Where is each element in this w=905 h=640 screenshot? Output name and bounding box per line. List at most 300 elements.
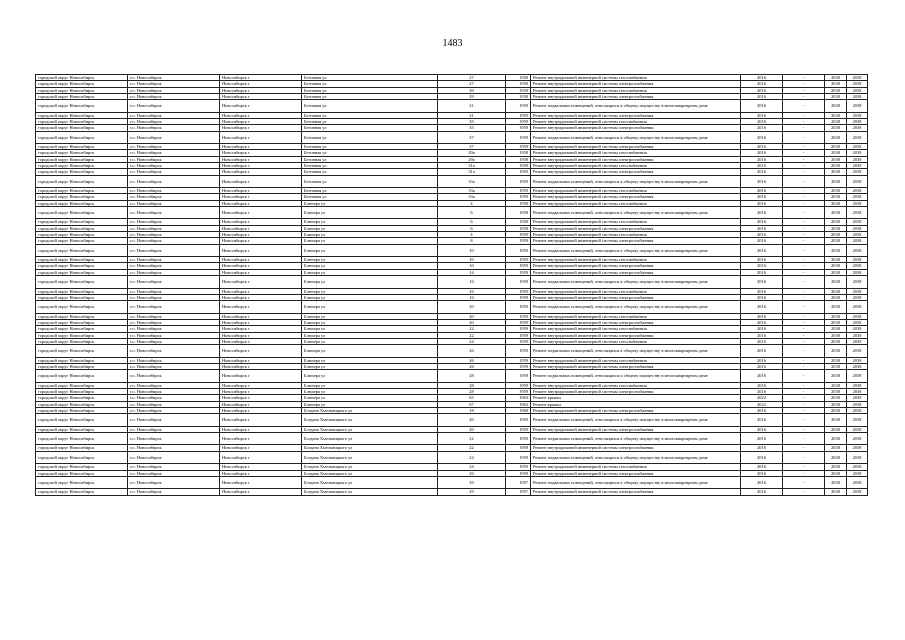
house-number-cell: 65	[438, 395, 506, 401]
end-year-cell: 2038	[825, 389, 847, 395]
settlement-cell: г.о. Новосибирск	[128, 276, 220, 289]
final-year-cell: 2038	[847, 263, 868, 269]
dash-cell: -	[783, 112, 825, 118]
dash-cell: -	[783, 288, 825, 294]
end-year-cell: 2038	[825, 363, 847, 369]
settlement-cell: г.о. Новосибирск	[128, 476, 220, 489]
build-year-cell: 1958	[506, 156, 531, 162]
plan-year-cell: 2016	[741, 269, 783, 275]
plan-year-cell: 2016	[741, 194, 783, 200]
work-type-cell: Ремонт внутридомовой инженерной системы электроснабжения	[531, 112, 741, 118]
municipality-cell: городской округ Новосибирск	[36, 93, 128, 99]
table-row	[36, 414, 868, 427]
house-number-cell: 16	[438, 288, 506, 294]
settlement-cell: г.о. Новосибирск	[128, 313, 220, 319]
settlement-cell: г.о. Новосибирск	[128, 363, 220, 369]
end-year-cell: 2038	[825, 75, 847, 81]
final-year-cell: 2038	[847, 81, 868, 87]
city-cell: Новосибирск г	[220, 269, 302, 275]
dash-cell: -	[783, 313, 825, 319]
municipality-cell: городской округ Новосибирск	[36, 188, 128, 194]
dash-cell: -	[783, 269, 825, 275]
build-year-cell: 1959	[506, 345, 531, 358]
dash-cell: -	[783, 244, 825, 257]
city-cell: Новосибирск г	[220, 470, 302, 476]
street-cell: Блюхера ул	[302, 326, 438, 332]
municipality-cell: городской округ Новосибирск	[36, 200, 128, 206]
end-year-cell: 2038	[825, 301, 847, 314]
municipality-cell: городской округ Новосибирск	[36, 112, 128, 118]
build-year-cell: 1958	[506, 200, 531, 206]
end-year-cell: 2038	[825, 238, 847, 244]
end-year-cell: 2038	[825, 294, 847, 300]
city-cell: Новосибирск г	[220, 363, 302, 369]
plan-year-cell: 2016	[741, 206, 783, 219]
city-cell: Новосибирск г	[220, 150, 302, 156]
work-type-cell: Ремонт внутридомовой инженерной системы газоснабжения	[531, 232, 741, 238]
work-type-cell: Ремонт внутридомовой инженерной системы электроснабжения	[531, 93, 741, 99]
municipality-cell: городской округ Новосибирск	[36, 75, 128, 81]
street-cell: Богдана Хмельницкого ул	[302, 432, 438, 445]
work-type-cell: Ремонт внутридомовой инженерной системы газоснабжения	[531, 382, 741, 388]
city-cell: Новосибирск г	[220, 112, 302, 118]
work-type-cell: Ремонт подвальных помещений, относящихся к общему имуществу в многоквартирном доме	[531, 206, 741, 219]
city-cell: Новосибирск г	[220, 313, 302, 319]
settlement-cell: г.о. Новосибирск	[128, 338, 220, 344]
build-year-cell: 1959	[506, 125, 531, 131]
plan-year-cell: 2016	[741, 150, 783, 156]
build-year-cell: 1959	[506, 389, 531, 395]
build-year-cell: 1959	[506, 445, 531, 451]
house-number-cell: 31	[438, 100, 506, 113]
plan-year-cell: 2016	[741, 156, 783, 162]
city-cell: Новосибирск г	[220, 451, 302, 464]
city-cell: Новосибирск г	[220, 345, 302, 358]
final-year-cell: 2038	[847, 219, 868, 225]
house-number-cell: 35	[438, 125, 506, 131]
work-type-cell: Ремонт внутридомовой инженерной системы газоснабжения	[531, 150, 741, 156]
municipality-cell: городской округ Новосибирск	[36, 451, 128, 464]
work-type-cell: Ремонт внутридомовой инженерной системы электроснабжения	[531, 194, 741, 200]
house-number-cell: 20	[438, 426, 506, 432]
city-cell: Новосибирск г	[220, 407, 302, 413]
dash-cell: -	[783, 319, 825, 325]
final-year-cell: 2038	[847, 131, 868, 144]
plan-year-cell: 2016	[741, 332, 783, 338]
final-year-cell: 2038	[847, 319, 868, 325]
settlement-cell: г.о. Новосибирск	[128, 81, 220, 87]
city-cell: Новосибирск г	[220, 144, 302, 150]
municipality-cell: городской округ Новосибирск	[36, 294, 128, 300]
settlement-cell: г.о. Новосибирск	[128, 370, 220, 383]
table-row	[36, 345, 868, 358]
plan-year-cell: 2016	[741, 276, 783, 289]
house-number-cell: 31а	[438, 169, 506, 175]
dash-cell: -	[783, 263, 825, 269]
work-type-cell: Ремонт подвальных помещений, относящихся к общему имуществу в многоквартирном доме	[531, 131, 741, 144]
city-cell: Новосибирск г	[220, 169, 302, 175]
build-year-cell: 1959	[506, 338, 531, 344]
final-year-cell: 2038	[847, 326, 868, 332]
build-year-cell: 1958	[506, 87, 531, 93]
dash-cell: -	[783, 389, 825, 395]
end-year-cell: 2038	[825, 150, 847, 156]
settlement-cell: г.о. Новосибирск	[128, 326, 220, 332]
end-year-cell: 2038	[825, 100, 847, 113]
build-year-cell: 1959	[506, 464, 531, 470]
settlement-cell: г.о. Новосибирск	[128, 244, 220, 257]
table-row	[36, 301, 868, 314]
final-year-cell: 2038	[847, 445, 868, 451]
street-cell: Блюхера ул	[302, 313, 438, 319]
work-type-cell: Ремонт подвальных помещений, относящихся к общему имуществу в многоквартирном доме	[531, 345, 741, 358]
dash-cell: -	[783, 414, 825, 427]
end-year-cell: 2038	[825, 407, 847, 413]
build-year-cell: 1959	[506, 238, 531, 244]
municipality-cell: городской округ Новосибирск	[36, 363, 128, 369]
house-number-cell: 28	[438, 382, 506, 388]
work-type-cell: Ремонт подвальных помещений, относящихся к общему имуществу в многоквартирном доме	[531, 451, 741, 464]
municipality-cell: городской округ Новосибирск	[36, 382, 128, 388]
final-year-cell: 2038	[847, 389, 868, 395]
house-number-cell: 10	[438, 244, 506, 257]
street-cell: Блюхера ул	[302, 332, 438, 338]
dash-cell: -	[783, 276, 825, 289]
build-year-cell: 1959	[506, 232, 531, 238]
street-cell: Бетонная ул	[302, 131, 438, 144]
table-row	[36, 489, 868, 495]
house-number-cell: 20	[438, 319, 506, 325]
build-year-cell: 1959	[506, 426, 531, 432]
work-type-cell: Ремонт внутридомовой инженерной системы электроснабжения	[531, 263, 741, 269]
end-year-cell: 2038	[825, 200, 847, 206]
street-cell: Бетонная ул	[302, 175, 438, 188]
final-year-cell: 2038	[847, 100, 868, 113]
final-year-cell: 2038	[847, 93, 868, 99]
work-type-cell: Ремонт внутридомовой инженерной системы газоснабжения	[531, 288, 741, 294]
final-year-cell: 2038	[847, 332, 868, 338]
house-number-cell: 4	[438, 200, 506, 206]
final-year-cell: 2038	[847, 125, 868, 131]
dash-cell: -	[783, 382, 825, 388]
end-year-cell: 2038	[825, 445, 847, 451]
municipality-cell: городской округ Новосибирск	[36, 470, 128, 476]
dash-cell: -	[783, 432, 825, 445]
municipality-cell: городской округ Новосибирск	[36, 301, 128, 314]
work-type-cell: Ремонт крыши	[531, 395, 741, 401]
municipality-cell: городской округ Новосибирск	[36, 288, 128, 294]
end-year-cell: 2038	[825, 464, 847, 470]
settlement-cell: г.о. Новосибирск	[128, 401, 220, 407]
settlement-cell: г.о. Новосибирск	[128, 301, 220, 314]
plan-year-cell: 2016	[741, 200, 783, 206]
plan-year-cell: 2016	[741, 464, 783, 470]
street-cell: Блюхера ул	[302, 345, 438, 358]
settlement-cell: г.о. Новосибирск	[128, 407, 220, 413]
final-year-cell: 2038	[847, 370, 868, 383]
plan-year-cell: 2016	[741, 345, 783, 358]
city-cell: Новосибирск г	[220, 370, 302, 383]
build-year-cell: 1959	[506, 363, 531, 369]
work-type-cell: Ремонт внутридомовой инженерной системы электроснабжения	[531, 319, 741, 325]
settlement-cell: г.о. Новосибирск	[128, 131, 220, 144]
build-year-cell: 1957	[506, 489, 531, 495]
city-cell: Новосибирск г	[220, 276, 302, 289]
municipality-cell: городской округ Новосибирск	[36, 395, 128, 401]
dash-cell: -	[783, 194, 825, 200]
final-year-cell: 2038	[847, 357, 868, 363]
municipality-cell: городской округ Новосибирск	[36, 225, 128, 231]
street-cell: Бетонная ул	[302, 150, 438, 156]
municipality-cell: городской округ Новосибирск	[36, 244, 128, 257]
house-number-cell: 4	[438, 232, 506, 238]
build-year-cell: 1959	[506, 332, 531, 338]
work-type-cell: Ремонт внутридомовой инженерной системы газоснабжения	[531, 464, 741, 470]
final-year-cell: 2038	[847, 426, 868, 432]
settlement-cell: г.о. Новосибирск	[128, 414, 220, 427]
street-cell: Бетонная ул	[302, 144, 438, 150]
plan-year-cell: 2016	[741, 294, 783, 300]
dash-cell: -	[783, 188, 825, 194]
city-cell: Новосибирск г	[220, 118, 302, 124]
street-cell: Богдана Хмельницкого ул	[302, 476, 438, 489]
municipality-cell: городской округ Новосибирск	[36, 194, 128, 200]
dash-cell: -	[783, 407, 825, 413]
table-row	[36, 276, 868, 289]
final-year-cell: 2038	[847, 294, 868, 300]
end-year-cell: 2038	[825, 489, 847, 495]
settlement-cell: г.о. Новосибирск	[128, 194, 220, 200]
build-year-cell: 1959	[506, 263, 531, 269]
end-year-cell: 2038	[825, 382, 847, 388]
municipality-cell: городской округ Новосибирск	[36, 389, 128, 395]
street-cell: Бетонная ул	[302, 100, 438, 113]
build-year-cell: 1959	[506, 301, 531, 314]
final-year-cell: 2038	[847, 200, 868, 206]
work-type-cell: Ремонт внутридомовой инженерной системы газоснабжения	[531, 162, 741, 168]
end-year-cell: 2038	[825, 257, 847, 263]
street-cell: Богдана Хмельницкого ул	[302, 407, 438, 413]
municipality-cell: городской округ Новосибирск	[36, 426, 128, 432]
house-number-cell: 6	[438, 225, 506, 231]
build-year-cell: 1959	[506, 294, 531, 300]
house-number-cell: 67	[438, 401, 506, 407]
street-cell: Богдана Хмельницкого ул	[302, 489, 438, 495]
settlement-cell: г.о. Новосибирск	[128, 395, 220, 401]
settlement-cell: г.о. Новосибирск	[128, 345, 220, 358]
final-year-cell: 2038	[847, 162, 868, 168]
municipality-cell: городской округ Новосибирск	[36, 156, 128, 162]
end-year-cell: 2038	[825, 156, 847, 162]
municipality-cell: городской округ Новосибирск	[36, 445, 128, 451]
build-year-cell: 1958	[506, 219, 531, 225]
house-number-cell: 24	[438, 451, 506, 464]
dash-cell: -	[783, 93, 825, 99]
dash-cell: -	[783, 238, 825, 244]
build-year-cell: 1958	[506, 75, 531, 81]
dash-cell: -	[783, 332, 825, 338]
city-cell: Новосибирск г	[220, 395, 302, 401]
city-cell: Новосибирск г	[220, 162, 302, 168]
plan-year-cell: 2016	[741, 363, 783, 369]
plan-year-cell: 2016	[741, 232, 783, 238]
work-type-cell: Ремонт внутридомовой инженерной системы электроснабжения	[531, 269, 741, 275]
house-number-cell: 26	[438, 345, 506, 358]
plan-year-cell: 2016	[741, 489, 783, 495]
dash-cell: -	[783, 100, 825, 113]
house-number-cell: 27	[438, 81, 506, 87]
settlement-cell: г.о. Новосибирск	[128, 238, 220, 244]
municipality-cell: городской округ Новосибирск	[36, 338, 128, 344]
work-type-cell: Ремонт внутридомовой инженерной системы газоснабжения	[531, 326, 741, 332]
street-cell: Блюхера ул	[302, 370, 438, 383]
street-cell: Бетонная ул	[302, 188, 438, 194]
street-cell: Бетонная ул	[302, 81, 438, 87]
table-row	[36, 476, 868, 489]
build-year-cell: 1960	[506, 407, 531, 413]
build-year-cell: 1959	[506, 269, 531, 275]
settlement-cell: г.о. Новосибирск	[128, 489, 220, 495]
municipality-cell: городской округ Новосибирск	[36, 81, 128, 87]
end-year-cell: 2038	[825, 169, 847, 175]
municipality-cell: городской округ Новосибирск	[36, 326, 128, 332]
plan-year-cell: 2016	[741, 118, 783, 124]
final-year-cell: 2038	[847, 175, 868, 188]
work-type-cell: Ремонт внутридомовой инженерной системы газоснабжения	[531, 338, 741, 344]
final-year-cell: 2038	[847, 345, 868, 358]
house-number-cell: 31	[438, 112, 506, 118]
street-cell: Бетонная ул	[302, 156, 438, 162]
dash-cell: -	[783, 395, 825, 401]
final-year-cell: 2038	[847, 414, 868, 427]
final-year-cell: 2038	[847, 363, 868, 369]
build-year-cell: 1959	[506, 276, 531, 289]
settlement-cell: г.о. Новосибирск	[128, 332, 220, 338]
house-number-cell: 33а	[438, 194, 506, 200]
settlement-cell: г.о. Новосибирск	[128, 257, 220, 263]
city-cell: Новосибирск г	[220, 93, 302, 99]
settlement-cell: г.о. Новосибирск	[128, 288, 220, 294]
house-number-cell: 14	[438, 269, 506, 275]
plan-year-cell: 2016	[741, 451, 783, 464]
build-year-cell: 1959	[506, 244, 531, 257]
house-number-cell: 6	[438, 219, 506, 225]
municipality-cell: городской округ Новосибирск	[36, 407, 128, 413]
dash-cell: -	[783, 357, 825, 363]
final-year-cell: 2038	[847, 489, 868, 495]
house-number-cell: 26	[438, 470, 506, 476]
street-cell: Блюхера ул	[302, 225, 438, 231]
street-cell: Блюхера ул	[302, 288, 438, 294]
city-cell: Новосибирск г	[220, 131, 302, 144]
dash-cell: -	[783, 75, 825, 81]
street-cell: Блюхера ул	[302, 263, 438, 269]
final-year-cell: 2038	[847, 156, 868, 162]
page-number: 1483	[442, 38, 463, 49]
final-year-cell: 2038	[847, 75, 868, 81]
street-cell: Блюхера ул	[302, 319, 438, 325]
street-cell: Бетонная ул	[302, 162, 438, 168]
street-cell: Блюхера ул	[302, 338, 438, 344]
street-cell: Богдана Хмельницкого ул	[302, 445, 438, 451]
work-type-cell: Ремонт внутридомовой инженерной системы электроснабжения	[531, 294, 741, 300]
build-year-cell: 1959	[506, 357, 531, 363]
street-cell: Бетонная ул	[302, 112, 438, 118]
city-cell: Новосибирск г	[220, 389, 302, 395]
dash-cell: -	[783, 476, 825, 489]
street-cell: Бетонная ул	[302, 75, 438, 81]
street-cell: Блюхера ул	[302, 200, 438, 206]
settlement-cell: г.о. Новосибирск	[128, 219, 220, 225]
settlement-cell: г.о. Новосибирск	[128, 206, 220, 219]
house-number-cell: 6	[438, 206, 506, 219]
table-row	[36, 244, 868, 257]
settlement-cell: г.о. Новосибирск	[128, 445, 220, 451]
dash-cell: -	[783, 445, 825, 451]
city-cell: Новосибирск г	[220, 219, 302, 225]
plan-year-cell: 2016	[741, 169, 783, 175]
end-year-cell: 2038	[825, 81, 847, 87]
build-year-cell: 1959	[506, 370, 531, 383]
end-year-cell: 2038	[825, 125, 847, 131]
city-cell: Новосибирск г	[220, 188, 302, 194]
house-number-cell: 28	[438, 370, 506, 383]
municipality-cell: городской округ Новосибирск	[36, 313, 128, 319]
house-number-cell: 20	[438, 414, 506, 427]
build-year-cell: 1959	[506, 112, 531, 118]
final-year-cell: 2038	[847, 432, 868, 445]
street-cell: Блюхера ул	[302, 238, 438, 244]
settlement-cell: г.о. Новосибирск	[128, 232, 220, 238]
street-cell: Богдана Хмельницкого ул	[302, 451, 438, 464]
end-year-cell: 2038	[825, 219, 847, 225]
dash-cell: -	[783, 225, 825, 231]
end-year-cell: 2038	[825, 175, 847, 188]
plan-year-cell: 2016	[741, 257, 783, 263]
house-number-cell: 29а	[438, 150, 506, 156]
settlement-cell: г.о. Новосибирск	[128, 188, 220, 194]
city-cell: Новосибирск г	[220, 81, 302, 87]
end-year-cell: 2038	[825, 263, 847, 269]
dash-cell: -	[783, 219, 825, 225]
dash-cell: -	[783, 162, 825, 168]
build-year-cell: 1959	[506, 470, 531, 476]
dash-cell: -	[783, 401, 825, 407]
build-year-cell: 1958	[506, 93, 531, 99]
municipality-cell: городской округ Новосибирск	[36, 131, 128, 144]
build-year-cell: 1959	[506, 313, 531, 319]
municipality-cell: городской округ Новосибирск	[36, 232, 128, 238]
end-year-cell: 2038	[825, 370, 847, 383]
build-year-cell: 1959	[506, 162, 531, 168]
street-cell: Бетонная ул	[302, 125, 438, 131]
plan-year-cell: 2016	[741, 301, 783, 314]
settlement-cell: г.о. Новосибирск	[128, 75, 220, 81]
municipality-cell: городской округ Новосибирск	[36, 150, 128, 156]
municipality-cell: городской округ Новосибирск	[36, 219, 128, 225]
city-cell: Новосибирск г	[220, 257, 302, 263]
work-type-cell: Ремонт внутридомовой инженерной системы электроснабжения	[531, 426, 741, 432]
end-year-cell: 2038	[825, 194, 847, 200]
plan-year-cell: 2016	[741, 100, 783, 113]
final-year-cell: 2038	[847, 118, 868, 124]
house-number-cell: 29а	[438, 156, 506, 162]
final-year-cell: 2038	[847, 476, 868, 489]
build-year-cell: 1959	[506, 188, 531, 194]
municipality-cell: городской округ Новосибирск	[36, 206, 128, 219]
municipality-cell: городской округ Новосибирск	[36, 125, 128, 131]
city-cell: Новосибирск г	[220, 244, 302, 257]
